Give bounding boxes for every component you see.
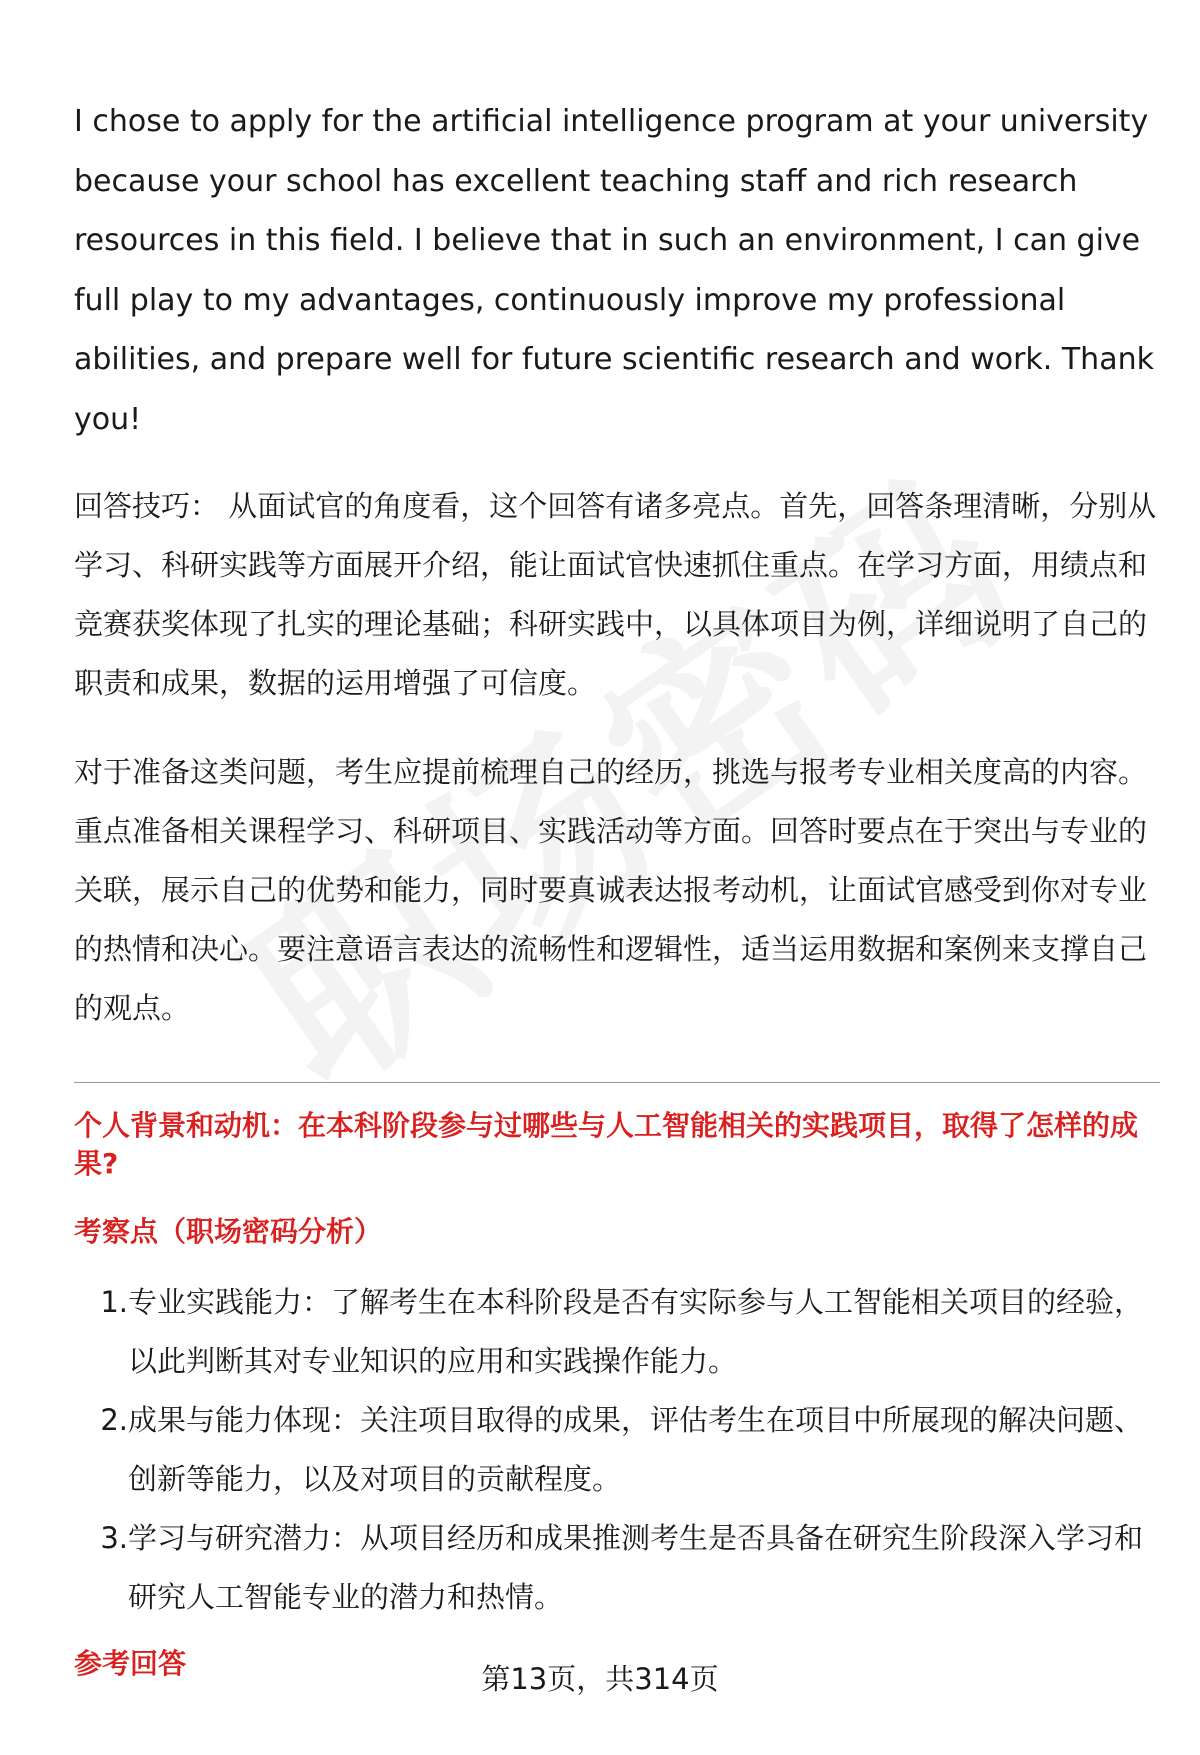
list-text: 成果与能力体现：关注项目取得的成果，评估考生在项目中所展现的解决问题、创新等能力，以及对项目的贡献程度。: [128, 1403, 1144, 1496]
english-paragraph: I chose to apply for the artificial intelligence program at your university because your school has excellent teaching staff and rich research resources in this field. I believe that in such an environment, I can give full play to my advantages, continuously improve my professional abilities, and prepare well for future scientific research and work. Thank you!: [74, 104, 1154, 437]
list-number: 3.: [100, 1521, 128, 1555]
answer-heading: 参考回答: [74, 1647, 187, 1680]
points-list: [74, 1273, 1160, 1627]
tips-paragraph: 回答技巧： 从面试官的角度看，这个回答有诸多亮点。首先，回答条理清晰，分别从学习、科研实践等方面展开介绍，能让面试官快速抓住重点。在学习方面，用绩点和竞赛获奖体现了扎实的理论基础；科研实践中，以具体项目为例，详细说明了自己的职责和成果，数据的运用增强了可信度。: [74, 489, 1157, 700]
list-text: 学习与研究潜力：从项目经历和成果推测考生是否具备在研究生阶段深入学习和研究人工智能专业的潜力和热情。: [128, 1521, 1144, 1614]
list-number: 2.: [100, 1403, 128, 1437]
page-footer: 第13页，共314页: [481, 1662, 719, 1696]
list-item: [74, 1273, 1160, 1391]
list-item: [74, 1509, 1160, 1627]
list-number: 1.: [100, 1285, 128, 1319]
prep-paragraph: 对于准备这类问题，考生应提前梳理自己的经历，挑选与报考专业相关度高的内容。重点准备相关课程学习、科研项目、实践活动等方面。回答时要点在于突出与专业的关联，展示自己的优势和能力，同时要真诚表达报考动机，让面试官感受到你对专业的热情和决心。要注意语言表达的流畅性和逻辑性，适当运用数据和案例来支撑自己的观点。: [74, 755, 1148, 1025]
page-content: [74, 92, 1160, 1683]
list-item: [74, 1391, 1160, 1509]
points-heading: 考察点（职场密码分析）: [74, 1215, 383, 1248]
question-heading: 个人背景和动机：在本科阶段参与过哪些与人工智能相关的实践项目，取得了怎样的成果?: [74, 1109, 1139, 1180]
section-divider: [74, 1082, 1160, 1083]
list-text: 专业实践能力：了解考生在本科阶段是否有实际参与人工智能相关项目的经验，以此判断其对专业知识的应用和实践操作能力。: [128, 1285, 1144, 1378]
